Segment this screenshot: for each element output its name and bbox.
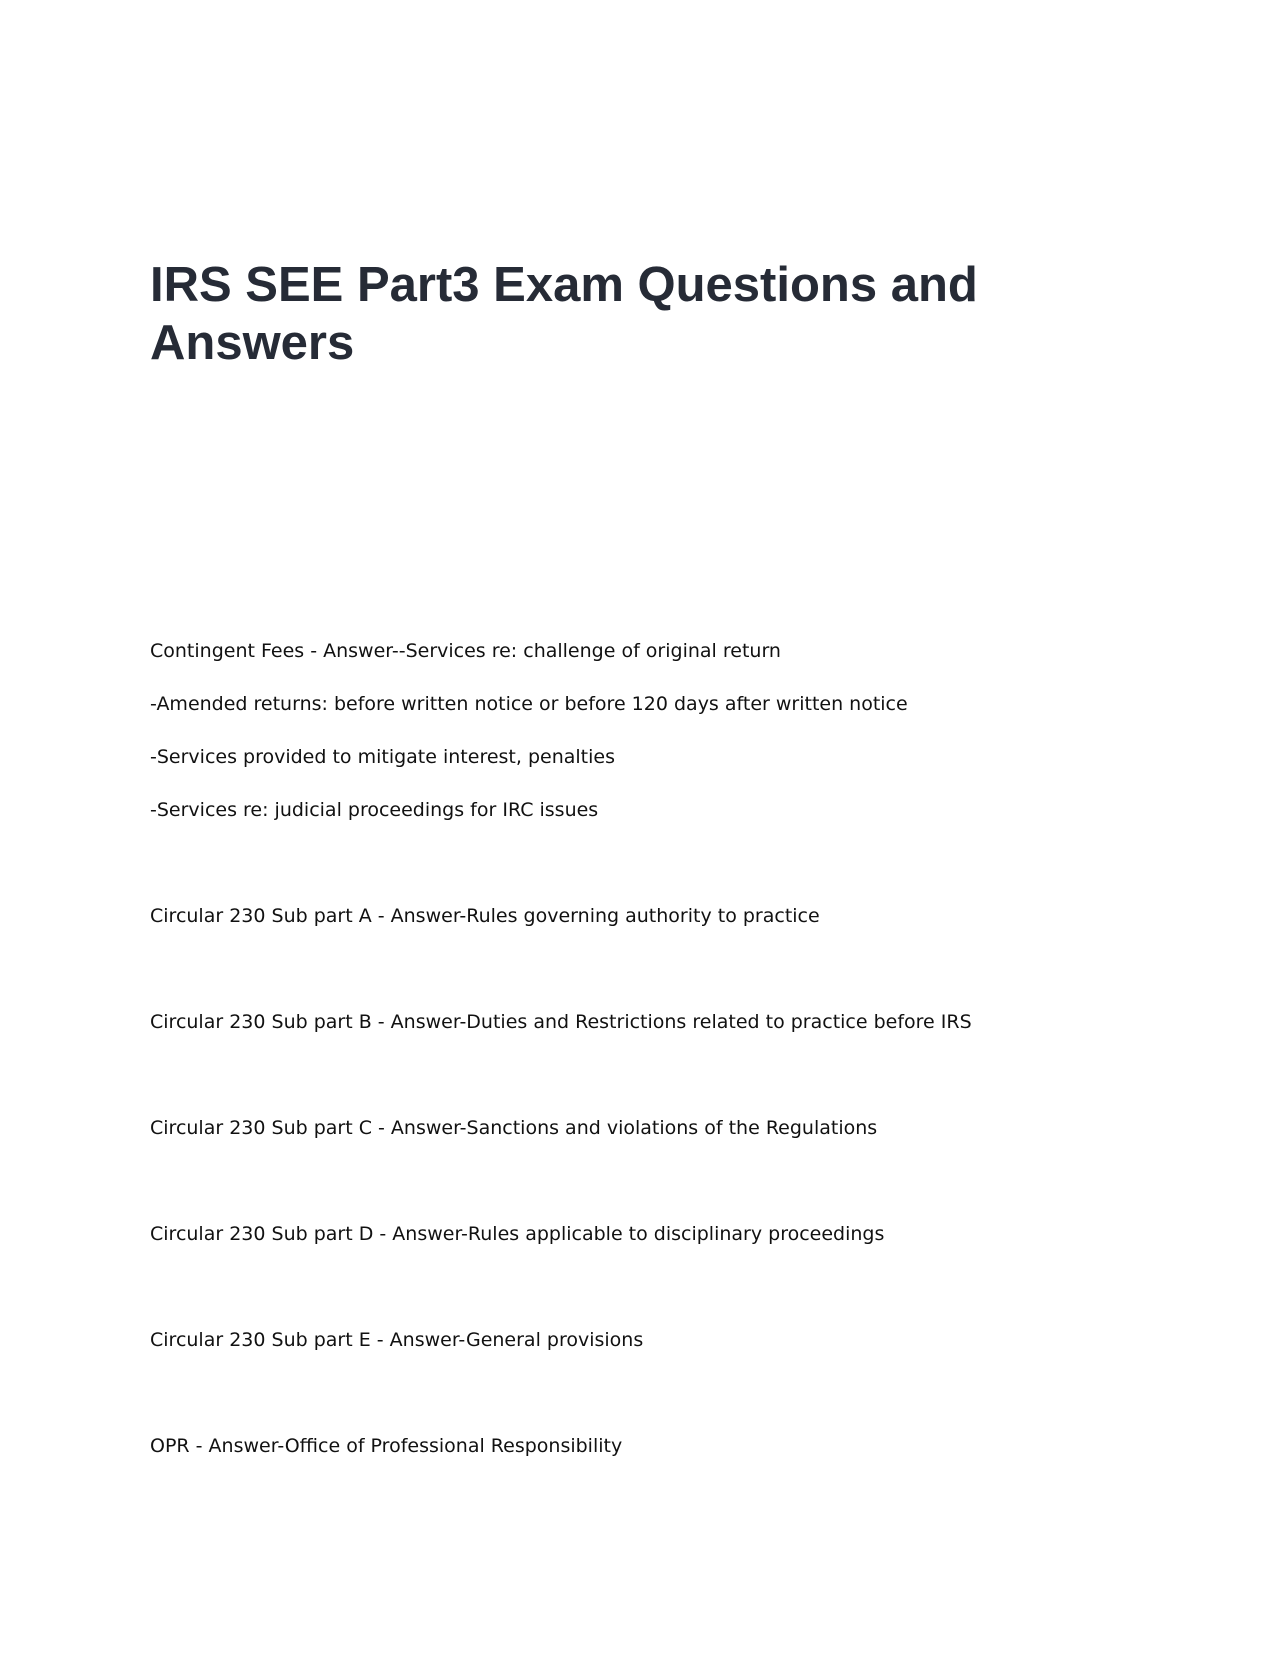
qa-line-subpart-d: Circular 230 Sub part D - Answer-Rules applicable to disciplinary proceedings [150, 1223, 885, 1245]
qa-line-judicial-proceedings: -Services re: judicial proceedings for IRC issues [150, 799, 599, 821]
document-title: IRS SEE Part3 Exam Questions and Answers [150, 258, 978, 370]
qa-line-contingent-fees: Contingent Fees - Answer--Services re: challenge of original return [150, 640, 781, 662]
qa-line-subpart-e: Circular 230 Sub part E - Answer-General provisions [150, 1329, 644, 1351]
qa-line-opr: OPR - Answer-Office of Professional Responsibility [150, 1435, 623, 1457]
qa-line-amended-returns: -Amended returns: before written notice or before 120 days after written notice [150, 693, 908, 715]
qa-line-subpart-b: Circular 230 Sub part B - Answer-Duties and Restrictions related to practice before IRS [150, 1011, 972, 1033]
qa-line-mitigate-interest: -Services provided to mitigate interest, penalties [150, 746, 615, 768]
qa-line-subpart-c: Circular 230 Sub part C - Answer-Sanctions and violations of the Regulations [150, 1117, 878, 1139]
qa-line-subpart-a: Circular 230 Sub part A - Answer-Rules governing authority to practice [150, 905, 820, 927]
